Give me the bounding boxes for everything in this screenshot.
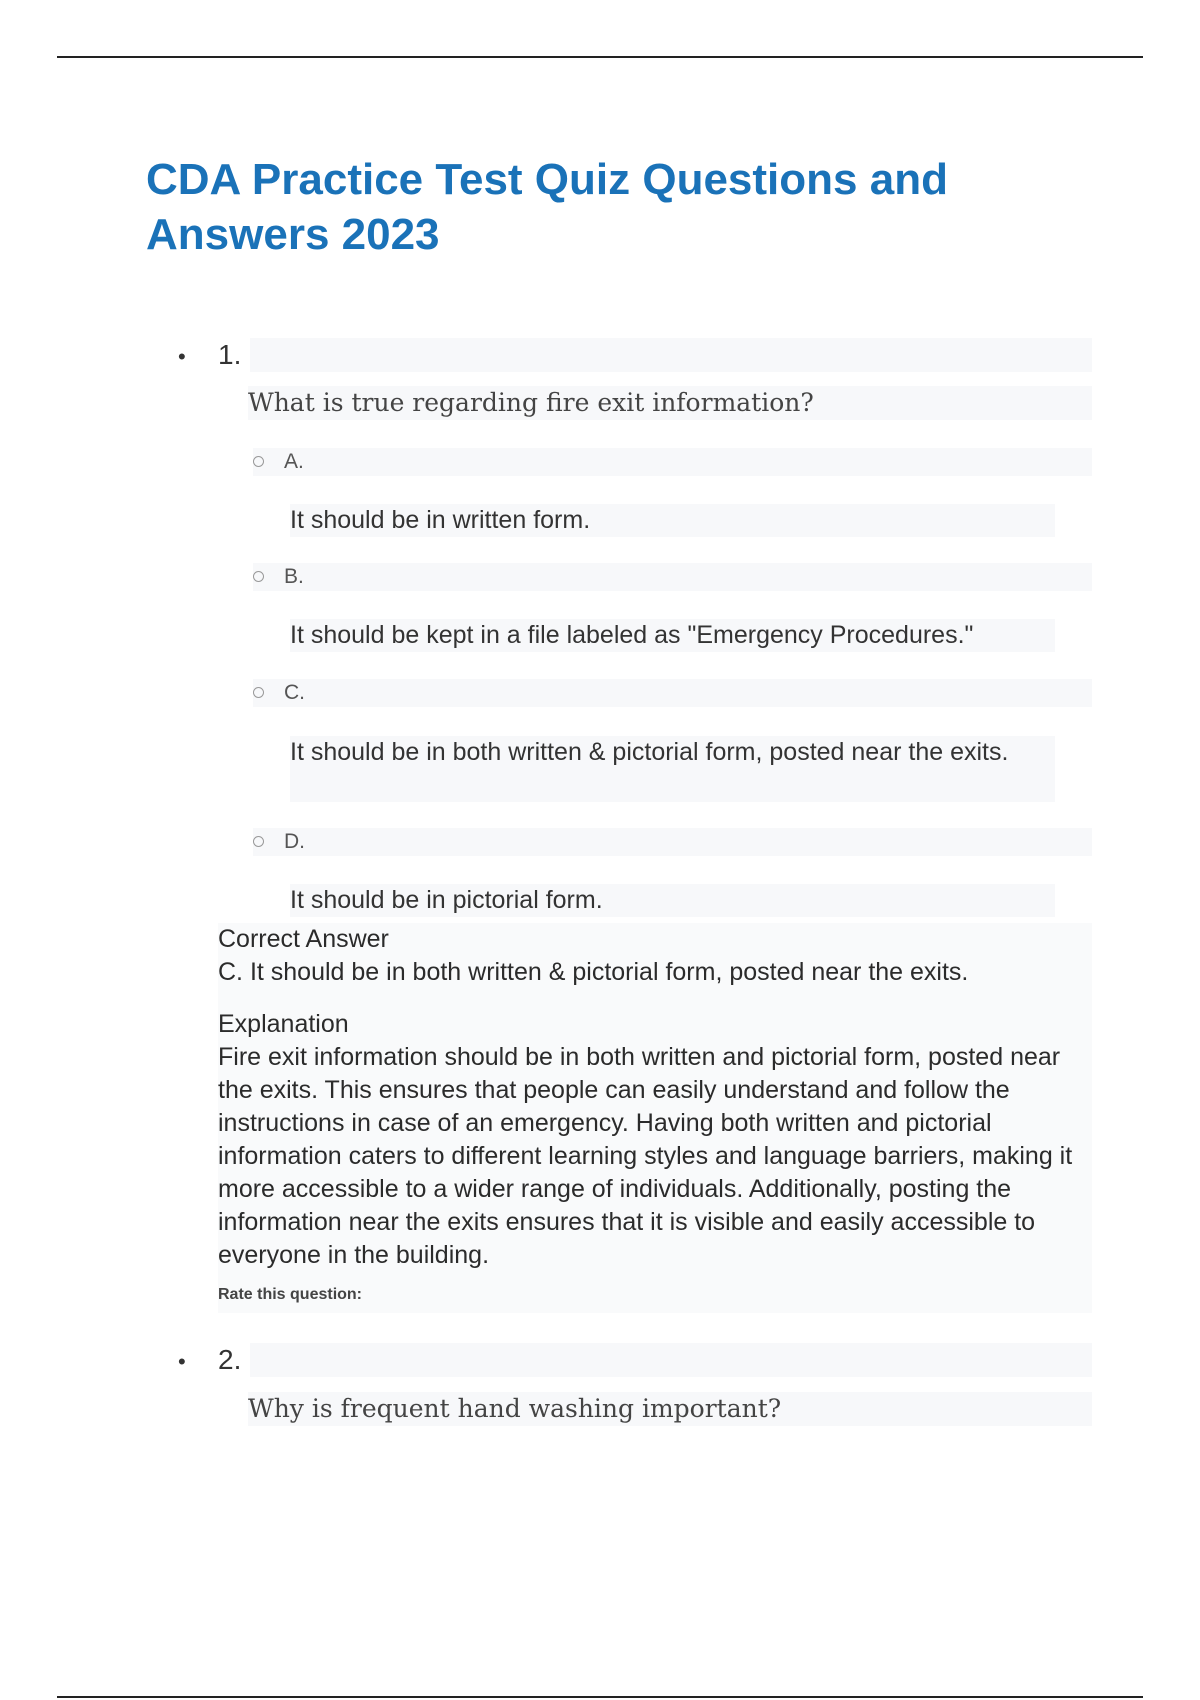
option-label-bar	[253, 563, 1092, 591]
question-number	[178, 338, 241, 374]
explanation	[218, 1008, 1098, 1272]
question-text: What is true regarding fire exit information?	[248, 388, 814, 417]
question-number	[178, 1343, 241, 1379]
option-c[interactable]	[253, 679, 305, 707]
option-label-bar	[253, 679, 1092, 707]
explanation-text: Fire exit information should be in both written and pictorial form, posted near the exits. This ensures that people can easily understand and follow the instructions in case of an emergency. Having both written and pictorial information caters to different learning styles and language barriers, making it more accessible to a wider range of individuals. Additionally, posting the information near the exits ensures that it is visible and easily accessible to everyone in the building.	[218, 1043, 1073, 1269]
page-title: CDA Practice Test Quiz Questions and Answers 2023	[146, 155, 948, 259]
option-label-bar	[253, 448, 1092, 476]
rate-question-label: Rate this question:	[218, 1286, 363, 1303]
option-c-label: C.	[284, 681, 305, 704]
question-number-label: 1.	[218, 339, 242, 370]
correct-answer-text: C. It should be in both written & pictorial form, posted near the exits.	[218, 958, 969, 986]
bullet-icon: •	[178, 343, 186, 369]
option-c-text: It should be in both written & pictorial form, posted near the exits.	[290, 738, 1009, 766]
question-number-bar	[250, 1343, 1092, 1377]
option-a-label: A.	[284, 450, 304, 473]
option-d-text: It should be in pictorial form.	[290, 886, 603, 914]
bottom-rule	[57, 1696, 1143, 1698]
option-b-text: It should be kept in a file labeled as "Emergency Procedures."	[290, 621, 974, 649]
option-a[interactable]	[253, 448, 304, 476]
option-circle-icon	[253, 571, 264, 582]
option-d[interactable]	[253, 828, 305, 856]
option-label-bar	[253, 828, 1092, 856]
option-d-label: D.	[284, 830, 305, 853]
explanation-heading: Explanation	[218, 1010, 349, 1038]
question-number-label: 2.	[218, 1344, 242, 1375]
correct-answer	[218, 923, 1088, 989]
option-circle-icon	[253, 836, 264, 847]
option-circle-icon	[253, 687, 264, 698]
correct-answer-heading: Correct Answer	[218, 925, 389, 953]
option-circle-icon	[253, 456, 264, 467]
option-b[interactable]	[253, 563, 304, 591]
question-text: Why is frequent hand washing important?	[248, 1394, 782, 1423]
top-rule	[57, 56, 1143, 58]
question-number-bar	[250, 338, 1092, 372]
bullet-icon: •	[178, 1348, 186, 1374]
option-a-text: It should be in written form.	[290, 506, 591, 534]
option-b-label: B.	[284, 565, 304, 588]
